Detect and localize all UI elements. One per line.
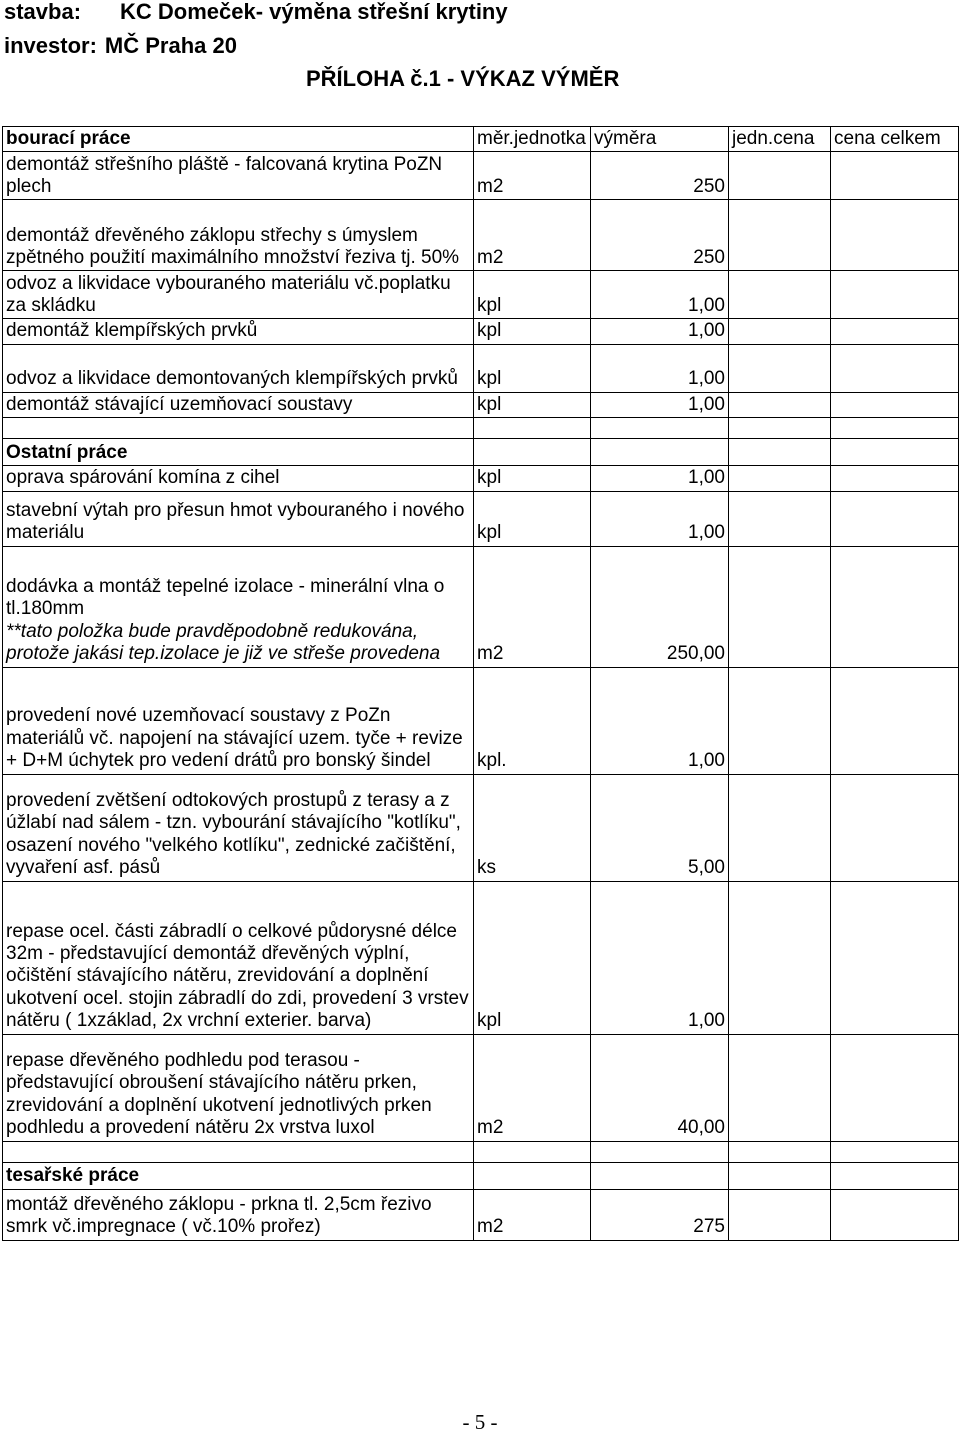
item-description: stavební výtah pro přesun hmot vybouraného i nového materiálu xyxy=(3,491,474,546)
item-total xyxy=(831,152,959,200)
item-total xyxy=(831,1034,959,1141)
spacer-row xyxy=(3,418,959,439)
item-description: oprava spárování komína z cihel xyxy=(3,466,474,491)
item-unit-price xyxy=(729,774,831,881)
item-unit-price xyxy=(729,546,831,667)
item-unit-price xyxy=(729,152,831,200)
item-total xyxy=(831,271,959,319)
investor-value: MČ Praha 20 xyxy=(104,33,237,58)
item-unit-price xyxy=(729,344,831,392)
item-description: demontáž dřevěného záklopu střechy s úmyslem zpětného použití maximálního množství řeziva tj. 50% xyxy=(3,200,474,271)
item-quantity: 1,00 xyxy=(591,392,729,417)
item-quantity: 250 xyxy=(591,200,729,271)
item-quantity: 1,00 xyxy=(591,491,729,546)
table-row xyxy=(3,271,959,319)
item-description: odvoz a likvidace vybouraného materiálu vč.poplatku za skládku xyxy=(3,271,474,319)
stavba-value: KC Domeček- výměna střešní krytiny xyxy=(120,0,508,24)
item-description: provedení nové uzemňovací soustavy z PoZn materiálů vč. napojení na stávající uzem. tyče + revize + D+M úchytek pro vedení drátů pro bonský šindel xyxy=(3,667,474,774)
item-unit-price xyxy=(729,200,831,271)
item-unit-price xyxy=(729,491,831,546)
item-description-text: dodávka a montáž tepelné izolace - minerální vlna o tl.180mm xyxy=(6,576,445,620)
item-unit: ks xyxy=(474,774,591,881)
bill-of-quantities-table xyxy=(2,126,959,1241)
item-unit-price xyxy=(729,319,831,344)
item-quantity: 1,00 xyxy=(591,344,729,392)
section-header-row xyxy=(3,439,959,466)
item-quantity: 1,00 xyxy=(591,881,729,1034)
item-total xyxy=(831,319,959,344)
item-unit: kpl xyxy=(474,344,591,392)
item-unit: m2 xyxy=(474,1189,591,1240)
page-title: PŘÍLOHA č.1 - VÝKAZ VÝMĚR xyxy=(306,66,620,91)
item-total xyxy=(831,392,959,417)
table-row xyxy=(3,491,959,546)
stavba-label: stavba: xyxy=(4,0,82,24)
item-quantity: 1,00 xyxy=(591,271,729,319)
table-row xyxy=(3,152,959,200)
item-unit: kpl xyxy=(474,881,591,1034)
section-header-row xyxy=(3,127,959,152)
item-unit-price xyxy=(729,1034,831,1141)
table-row xyxy=(3,1189,959,1240)
table-row xyxy=(3,774,959,881)
section-title: tesařské práce xyxy=(3,1162,474,1189)
item-unit-price xyxy=(729,1189,831,1240)
column-header-unit: měr.jednotka xyxy=(474,127,591,152)
item-description: demontáž střešního pláště - falcovaná krytina PoZN plech xyxy=(3,152,474,200)
item-total xyxy=(831,546,959,667)
page-number: - 5 - xyxy=(462,1410,498,1434)
item-unit-price xyxy=(729,881,831,1034)
column-header-qty: výměra xyxy=(591,127,729,152)
item-total xyxy=(831,1189,959,1240)
header-investor xyxy=(4,34,237,58)
table-row xyxy=(3,667,959,774)
item-description: provedení zvětšení odtokových prostupů z terasy a z úžlabí nad sálem - tzn. vybourání stávajícího "kotlíku", osazení nového "velkého kotlíku", zednické začištění, vyvaření asf. pásů xyxy=(3,774,474,881)
item-unit: kpl xyxy=(474,319,591,344)
item-description: montáž dřevěného záklopu - prkna tl. 2,5cm řezivo smrk vč.impregnace ( vč.10% prořez) xyxy=(3,1189,474,1240)
column-header-total: cena celkem xyxy=(831,127,959,152)
item-unit: kpl xyxy=(474,392,591,417)
item-unit-price xyxy=(729,667,831,774)
spacer-row xyxy=(3,1141,959,1162)
item-total xyxy=(831,774,959,881)
table-row xyxy=(3,392,959,417)
investor-label: investor: xyxy=(4,33,97,58)
item-quantity: 250 xyxy=(591,152,729,200)
item-unit: kpl xyxy=(474,271,591,319)
item-note: **tato položka bude pravděpodobně redukována, protože jakási tep.izolace je již ve střeše provedena xyxy=(6,620,441,665)
item-quantity: 1,00 xyxy=(591,667,729,774)
item-description: demontáž klempířských prvků xyxy=(3,319,474,344)
table-row xyxy=(3,881,959,1034)
item-quantity: 40,00 xyxy=(591,1034,729,1141)
table-row xyxy=(3,200,959,271)
item-description xyxy=(3,546,474,667)
item-unit: m2 xyxy=(474,1034,591,1141)
item-unit: kpl. xyxy=(474,667,591,774)
item-quantity: 1,00 xyxy=(591,319,729,344)
section-title: bourací práce xyxy=(3,127,474,152)
item-total xyxy=(831,200,959,271)
item-description: odvoz a likvidace demontovaných klempířských prvků xyxy=(3,344,474,392)
item-unit: kpl xyxy=(474,466,591,491)
header-stavba xyxy=(4,0,508,24)
item-total xyxy=(831,491,959,546)
table-row xyxy=(3,319,959,344)
table-row xyxy=(3,344,959,392)
item-unit: m2 xyxy=(474,200,591,271)
item-description: demontáž stávající uzemňovací soustavy xyxy=(3,392,474,417)
item-quantity: 1,00 xyxy=(591,466,729,491)
item-quantity: 250,00 xyxy=(591,546,729,667)
item-total xyxy=(831,344,959,392)
item-total xyxy=(831,881,959,1034)
item-unit-price xyxy=(729,392,831,417)
item-unit: m2 xyxy=(474,546,591,667)
item-total xyxy=(831,667,959,774)
section-title: Ostatní práce xyxy=(3,439,474,466)
item-quantity: 5,00 xyxy=(591,774,729,881)
item-unit: kpl xyxy=(474,491,591,546)
table-row xyxy=(3,1034,959,1141)
item-unit-price xyxy=(729,271,831,319)
item-unit: m2 xyxy=(474,152,591,200)
table-row xyxy=(3,466,959,491)
item-unit-price xyxy=(729,466,831,491)
item-description: repase ocel. části zábradlí o celkové půdorysné délce 32m - představující demontáž dřevěných výplní, očištění stávajícího nátěru, zrevidování a doplnění ukotvení ocel. stojin zábradlí do zdi, provedení 3 vrstev nátěru ( 1xzáklad, 2x vrchní exterier. barva) xyxy=(3,881,474,1034)
column-header-unit-price: jedn.cena xyxy=(729,127,831,152)
item-quantity: 275 xyxy=(591,1189,729,1240)
table-row xyxy=(3,546,959,667)
section-header-row xyxy=(3,1162,959,1189)
item-description: repase dřevěného podhledu pod terasou - představující obroušení stávajícího nátěru prken, zrevidování a doplnění ukotvení jednotlivých prken podhledu a provedení nátěru 2x vrstva luxol xyxy=(3,1034,474,1141)
item-total xyxy=(831,466,959,491)
